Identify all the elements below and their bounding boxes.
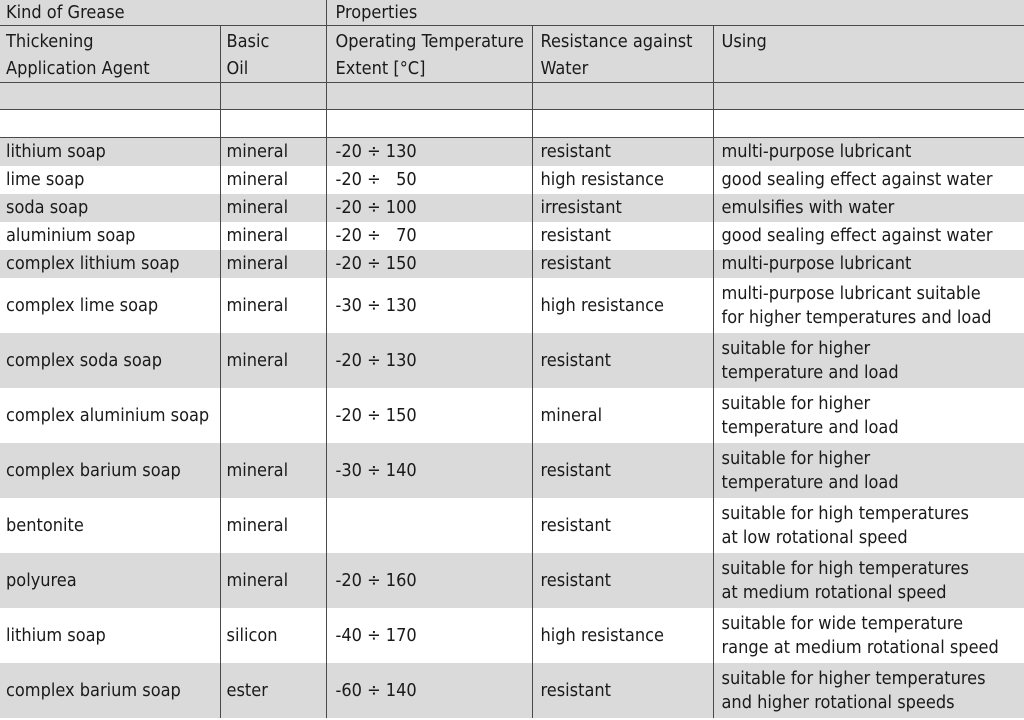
temperature-cell: -30 ÷ 140	[326, 443, 532, 498]
using-cell	[713, 498, 1024, 553]
basic-oil-cell: mineral	[220, 553, 326, 608]
water-resistance-cell: resistant	[532, 222, 713, 250]
thickening-agent-cell: complex lithium soap	[0, 250, 220, 278]
using-line1: good sealing effect against water	[721, 225, 993, 246]
using-line1: suitable for higher	[721, 447, 871, 469]
temperature-cell: -20 ÷ 100	[326, 194, 532, 222]
using-line1: multi-purpose lubricant	[721, 253, 912, 274]
using-cell	[713, 553, 1024, 608]
using-header: Using	[713, 26, 1024, 83]
thickening-agent-cell: soda soap	[0, 194, 220, 222]
basic-oil-cell: mineral	[220, 222, 326, 250]
using-cell	[713, 443, 1024, 498]
using-line1: suitable for wide temperature	[721, 612, 964, 634]
using-line1: suitable for high temperatures	[721, 502, 969, 524]
water-resistance-cell: resistant	[532, 443, 713, 498]
temperature-cell	[326, 498, 532, 553]
using-cell	[713, 250, 1024, 278]
using-line2: temperature and load	[721, 416, 899, 438]
table-row	[0, 138, 1024, 167]
using-cell	[713, 608, 1024, 663]
water-resistance-cell: high resistance	[532, 608, 713, 663]
thickening-header-line2: Application Agent	[6, 58, 150, 79]
thickening-agent-cell: complex barium soap	[0, 663, 220, 718]
basic-oil-cell: mineral	[220, 333, 326, 388]
temperature-cell: -20 ÷ 130	[326, 138, 532, 167]
thickening-agent-cell: lithium soap	[0, 608, 220, 663]
table-row	[0, 166, 1024, 194]
thickening-agent-header	[0, 26, 220, 83]
temperature-header-line2: Extent [°C]	[335, 58, 426, 79]
table-row	[0, 608, 1024, 663]
thickening-agent-cell: bentonite	[0, 498, 220, 553]
thickening-agent-cell: complex soda soap	[0, 333, 220, 388]
water-resistance-cell: high resistance	[532, 166, 713, 194]
water-header-line1: Resistance against	[540, 31, 693, 52]
temperature-cell: -20 ÷ 130	[326, 333, 532, 388]
temperature-cell: -20 ÷ 150	[326, 250, 532, 278]
basic-oil-cell: mineral	[220, 166, 326, 194]
table-row	[0, 222, 1024, 250]
using-cell	[713, 388, 1024, 443]
using-line1: suitable for higher temperatures	[721, 667, 986, 689]
temperature-cell: -20 ÷ 160	[326, 553, 532, 608]
table-row	[0, 194, 1024, 222]
using-line2: at low rotational speed	[721, 526, 908, 548]
blank-spacer-row	[0, 110, 1024, 138]
table-row	[0, 250, 1024, 278]
basic-oil-cell	[220, 388, 326, 443]
basic-oil-cell: mineral	[220, 443, 326, 498]
temperature-cell: -40 ÷ 170	[326, 608, 532, 663]
operating-temperature-header	[326, 26, 532, 83]
using-line2: at medium rotational speed	[721, 581, 947, 603]
using-line1: suitable for higher	[721, 392, 871, 414]
using-line1: multi-purpose lubricant	[721, 141, 912, 162]
thickening-header-line1: Thickening	[6, 31, 94, 52]
temperature-header-line1: Operating Temperature	[335, 31, 524, 52]
using-cell	[713, 194, 1024, 222]
water-resistance-header	[532, 26, 713, 83]
water-resistance-cell: mineral	[532, 388, 713, 443]
header-spacer-row	[0, 83, 1024, 110]
temperature-cell: -20 ÷ 150	[326, 388, 532, 443]
using-line2: temperature and load	[721, 471, 899, 493]
table-row	[0, 443, 1024, 498]
header-row-group	[0, 0, 1024, 26]
using-cell	[713, 138, 1024, 167]
thickening-agent-cell: complex barium soap	[0, 443, 220, 498]
using-line2: and higher rotational speeds	[721, 691, 955, 713]
thickening-agent-cell: complex lime soap	[0, 278, 220, 333]
basic-oil-cell: silicon	[220, 608, 326, 663]
using-cell	[713, 278, 1024, 333]
temperature-cell: -20 ÷ 50	[326, 166, 532, 194]
using-line1: suitable for higher	[721, 337, 871, 359]
basic-oil-cell: mineral	[220, 250, 326, 278]
thickening-agent-cell: lithium soap	[0, 138, 220, 167]
water-header-line2: Water	[540, 58, 589, 79]
thickening-agent-cell: complex aluminium soap	[0, 388, 220, 443]
temperature-cell: -60 ÷ 140	[326, 663, 532, 718]
water-resistance-cell: resistant	[532, 663, 713, 718]
table-row	[0, 553, 1024, 608]
thickening-agent-cell: lime soap	[0, 166, 220, 194]
table-row	[0, 278, 1024, 333]
using-line2: for higher temperatures and load	[721, 306, 992, 328]
using-line2: temperature and load	[721, 361, 899, 383]
water-resistance-cell: resistant	[532, 138, 713, 167]
basic-oil-header-line1: Basic	[226, 31, 270, 52]
table-row	[0, 333, 1024, 388]
basic-oil-cell: mineral	[220, 278, 326, 333]
basic-oil-cell: ester	[220, 663, 326, 718]
using-cell	[713, 333, 1024, 388]
kind-of-grease-header: Kind of Grease	[0, 0, 326, 26]
using-line1: emulsifies with water	[721, 197, 895, 218]
table-row	[0, 498, 1024, 553]
thickening-agent-cell: polyurea	[0, 553, 220, 608]
using-line1: multi-purpose lubricant suitable	[721, 282, 981, 304]
properties-header: Properties	[326, 0, 1024, 26]
basic-oil-cell: mineral	[220, 138, 326, 167]
water-resistance-cell: resistant	[532, 333, 713, 388]
basic-oil-header-line2: Oil	[226, 58, 249, 79]
using-cell	[713, 166, 1024, 194]
water-resistance-cell: resistant	[532, 250, 713, 278]
using-line1: good sealing effect against water	[721, 169, 993, 190]
basic-oil-header	[220, 26, 326, 83]
temperature-cell: -30 ÷ 130	[326, 278, 532, 333]
using-cell	[713, 222, 1024, 250]
table-row	[0, 388, 1024, 443]
table-row	[0, 663, 1024, 718]
using-cell	[713, 663, 1024, 718]
water-resistance-cell: resistant	[532, 553, 713, 608]
water-resistance-cell: resistant	[532, 498, 713, 553]
using-line1: suitable for high temperatures	[721, 557, 969, 579]
thickening-agent-cell: aluminium soap	[0, 222, 220, 250]
water-resistance-cell: irresistant	[532, 194, 713, 222]
water-resistance-cell: high resistance	[532, 278, 713, 333]
basic-oil-cell: mineral	[220, 194, 326, 222]
header-row-columns	[0, 26, 1024, 83]
temperature-cell: -20 ÷ 70	[326, 222, 532, 250]
basic-oil-cell: mineral	[220, 498, 326, 553]
using-line2: range at medium rotational speed	[721, 636, 999, 658]
